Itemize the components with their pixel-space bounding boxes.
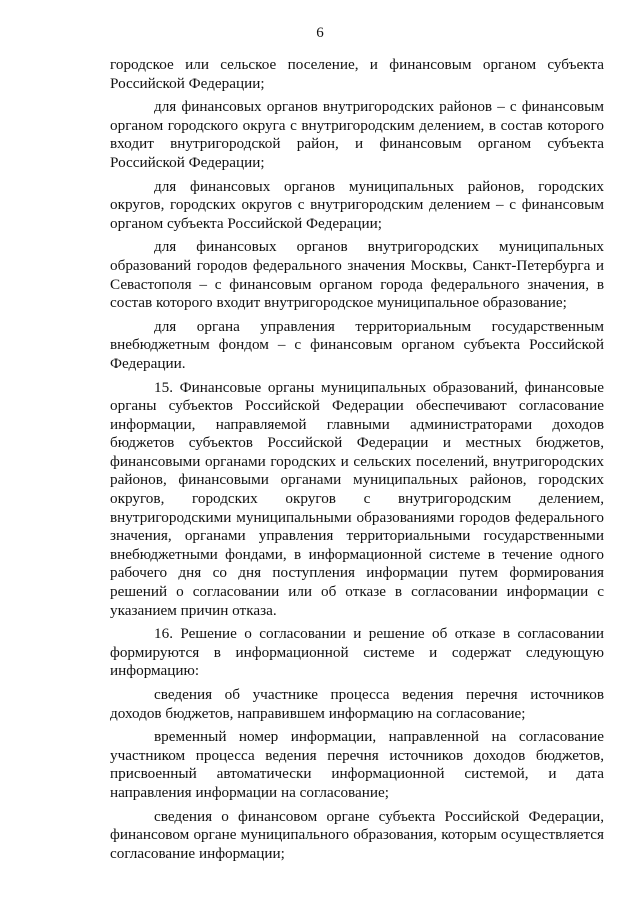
paragraph-item-16: 16. Решение о согласовании и решение об отказе в согласовании формируются в информационной системе и содержат следующую информацию: [110, 625, 604, 680]
paragraph-temporary-number: временный номер информации, направленной на согласование участником процесса ведения перечня источников доходов бюджетов, присвоенный автоматически информационной системой, и дата направления информации на согласование; [110, 728, 604, 801]
paragraph-item-15: 15. Финансовые органы муниципальных образований, финансовые органы субъектов Российской Федерации обеспечивают согласование информации, направляемой главными администраторами доходов бюджетов субъектов Российской Федерации и местных бюджетов, финансовыми органами городских и сельских поселений, внутригородских районов, финансовыми органами муниципальных районов, городских округов, городских округов с внутригородским делением, внутригородскими муниципальными образованиями городов федерального значения, органами управления территориальными государственными внебюджетными фондами, в информационной системе в течение одного рабочего дня со дня поступления информации путем формирования решений о согласовании или об отказе в согласовании информации с указанием причин отказа. [110, 378, 604, 619]
paragraph-municipal-districts: для финансовых органов муниципальных районов, городских округов, городских округов с внутригородским делением – с финансовым органом субъекта Российской Федерации; [110, 177, 604, 232]
paragraph-extra-budgetary-fund: для органа управления территориальным государственным внебюджетным фондом – с финансовым органом субъекта Российской Федерации. [110, 317, 604, 372]
paragraph-federal-cities: для финансовых органов внутригородских муниципальных образований городов федерального значения Москвы, Санкт-Петербурга и Севастополя – с финансовым органом города федерального значения, в состав которого входит внутригородское муниципальное образование; [110, 238, 604, 312]
paragraph-intra-city-districts: для финансовых органов внутригородских районов – с финансовым органом городского округа с внутригородским делением, в состав которого входит внутригородской район, и финансовым органом субъекта Российской Федерации; [110, 98, 604, 171]
paragraph-continuation: городское или сельское поселение, и финансовым органом субъекта Российской Федерации; [110, 56, 604, 92]
paragraph-financial-body-info: сведения о финансовом органе субъекта Российской Федерации, финансовом органе муниципального образования, которым осуществляется согласование информации; [110, 807, 604, 862]
page-number: 6 [316, 25, 324, 41]
paragraph-participant-info: сведения об участнике процесса ведения перечня источников доходов бюджетов, направившем информацию на согласование; [110, 686, 604, 722]
